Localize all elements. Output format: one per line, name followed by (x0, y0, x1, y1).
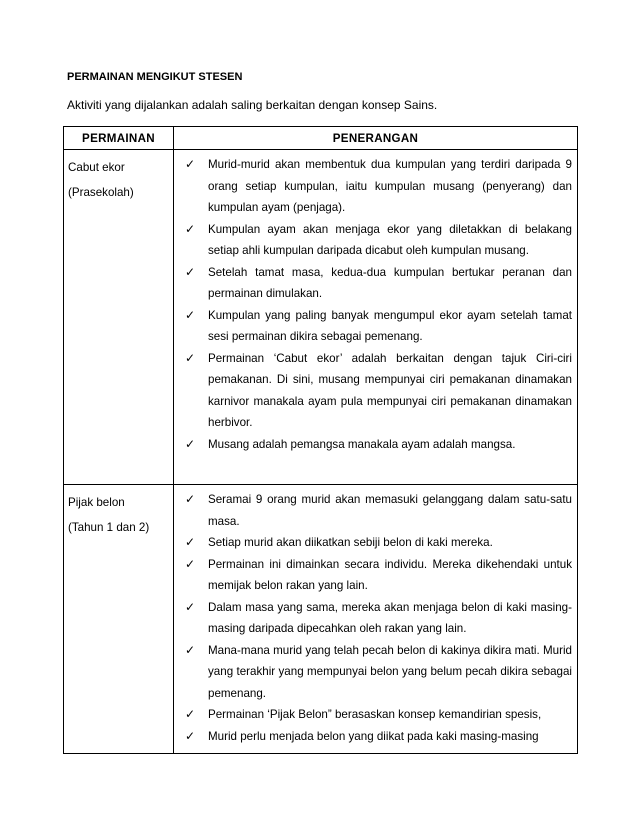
checkmark-icon: ✓ (184, 436, 196, 451)
game-name: Cabut ekor (68, 161, 125, 174)
list-item: ✓ Permainan ‘Cabut ekor’ adalah berkaitan dengan tajuk Ciri-ciri pemakanan. Di sini, musang mempunyai ciri pemakanan dinamakan karnivor manakala ayam pula mempunyai ciri pemakanan dinamakan herbivor. (180, 348, 572, 434)
list-item: ✓ Seramai 9 orang murid akan memasuki gelanggang dalam satu-satu masa. (180, 489, 572, 532)
checkmark-icon: ✓ (184, 264, 196, 279)
description-cell (174, 150, 578, 485)
list-item: ✓ Permainan ini dimainkan secara individu. Mereka dikehendaki untuk memijak belon rakan yang lain. (180, 554, 572, 597)
list-item: ✓ Permainan ‘Pijak Belon” berasaskan konsep kemandirian spesis, (180, 704, 572, 726)
list-item: ✓ Murid-murid akan membentuk dua kumpulan yang terdiri daripada 9 orang setiap kumpulan, iaitu kumpulan musang (penyerang) dan kumpulan ayam (penjaga). (180, 154, 572, 219)
list-item: ✓ Dalam masa yang sama, mereka akan menjaga belon di kaki masing-masing daripada dipecahkan oleh rakan yang lain. (180, 597, 572, 640)
checkmark-icon: ✓ (184, 642, 196, 657)
list-item: ✓ Musang adalah pemangsa manakala ayam adalah mangsa. (180, 434, 572, 456)
checkmark-icon: ✓ (184, 307, 196, 322)
header-permainan: PERMAINAN (64, 127, 174, 150)
intro-text: Aktiviti yang dijalankan adalah saling berkaitan dengan konsep Sains. (67, 98, 438, 112)
checkmark-icon: ✓ (184, 157, 196, 171)
list-item: ✓ Murid perlu menjada belon yang diikat pada kaki masing-masing (180, 726, 572, 748)
game-group: (Prasekolah) (68, 186, 134, 199)
checkmark-icon: ✓ (184, 492, 196, 506)
list-item: ✓ Kumpulan ayam akan menjaga ekor yang diletakkan di belakang setiap ahli kumpulan daripada dicabut oleh kumpulan musang. (180, 219, 572, 262)
checkmark-icon: ✓ (184, 707, 196, 721)
table-row (64, 485, 578, 754)
checkmark-icon: ✓ (184, 599, 196, 614)
game-name: Pijak belon (68, 496, 125, 509)
list-item: ✓ Mana-mana murid yang telah pecah belon di kakinya dikira mati. Murid yang terakhir yang mempunyai belon yang belum pecah dikira sebagai pemenang. (180, 640, 572, 705)
game-group: (Tahun 1 dan 2) (68, 521, 150, 534)
description-cell (174, 485, 578, 754)
list-item: ✓ Setiap murid akan diikatkan sebiji belon di kaki mereka. (180, 532, 572, 554)
header-penerangan: PENERANGAN (174, 127, 578, 150)
games-table (63, 126, 578, 754)
checkmark-icon: ✓ (184, 556, 196, 571)
table-header-row (64, 127, 578, 150)
list-item: ✓ Setelah tamat masa, kedua-dua kumpulan bertukar peranan dan permainan dimulakan. (180, 262, 572, 305)
checkmark-icon: ✓ (184, 221, 196, 236)
table-row (64, 150, 578, 485)
checkmark-icon: ✓ (184, 728, 196, 743)
game-cell (64, 485, 174, 754)
description-list (174, 485, 577, 753)
description-list (174, 150, 577, 461)
checkmark-icon: ✓ (184, 350, 196, 365)
document-title: PERMAINAN MENGIKUT STESEN (67, 71, 243, 83)
checkmark-icon: ✓ (184, 535, 196, 549)
list-item: ✓ Kumpulan yang paling banyak mengumpul ekor ayam setelah tamat sesi permainan dikira sebagai pemenang. (180, 305, 572, 348)
game-cell (64, 150, 174, 485)
